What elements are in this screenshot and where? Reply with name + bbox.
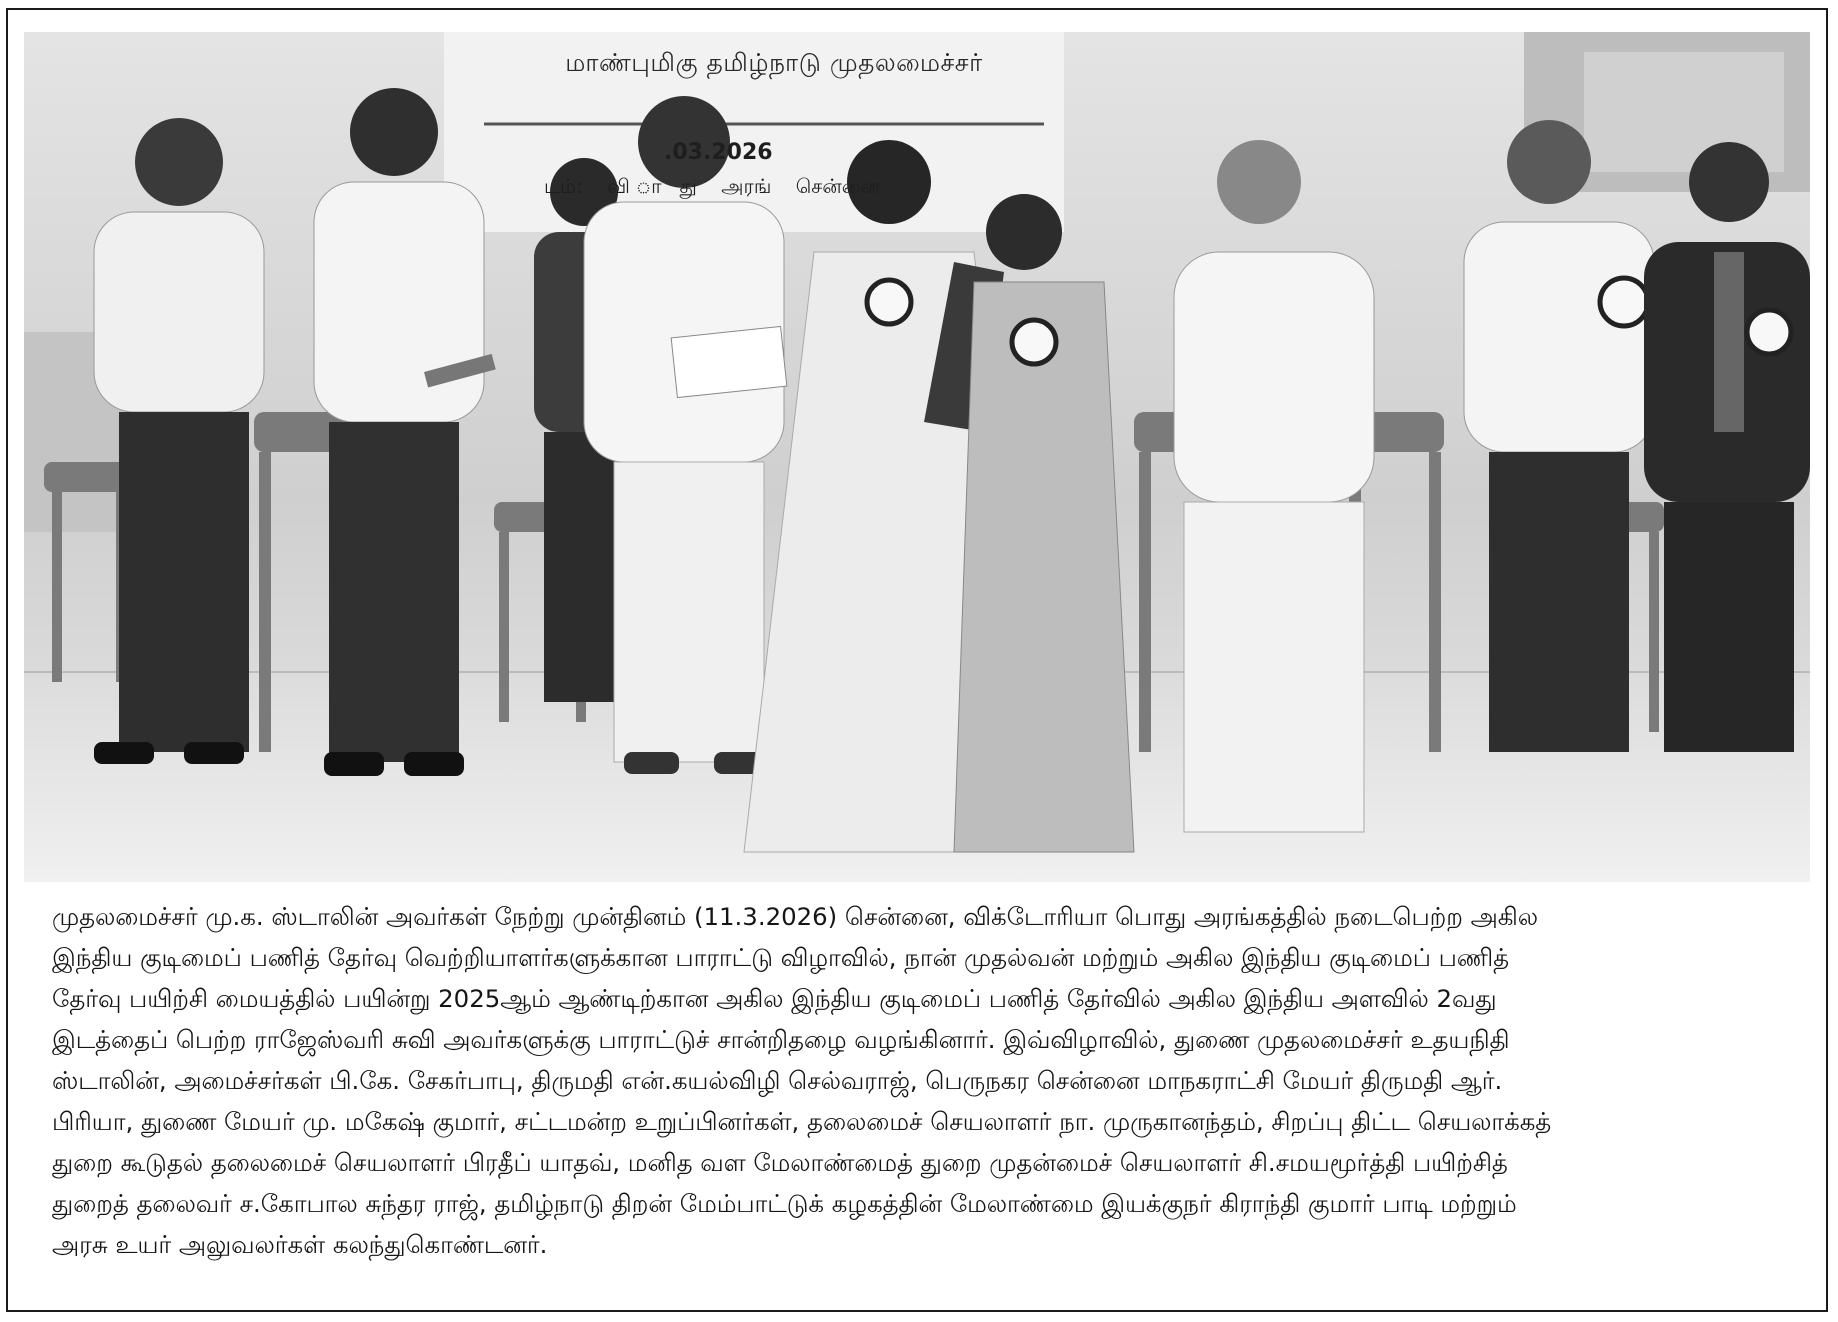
person-1 <box>94 118 264 764</box>
event-photo <box>24 32 1810 882</box>
caption-line: துறைத் தலைவர் ச.கோபால சுந்தர ராஜ், தமிழ்நாடு திறன் மேம்பாட்டுக் கழகத்தின் மேலாண்மை இயக்குநர் கிராந்தி குமார் பாடி மற்றும் <box>52 1189 1517 1218</box>
caption-line: அரசு உயர் அலுவலர்கள் கலந்துகொண்டனர். <box>52 1230 548 1259</box>
newspaper-clipping <box>6 8 1828 1312</box>
caption-line: ஸ்டாலின், அமைச்சர்கள் பி.கே. சேகர்பாபு, திருமதி என்.கயல்விழி செல்வராஜ், பெருநகர சென்னை மாநகராட்சி மேயர் திருமதி ஆர். <box>52 1066 1503 1095</box>
caption-line: தேர்வு பயிற்சி மையத்தில் பயின்று 2025ஆம் ஆண்டிற்கான அகில இந்திய குடிமைப் பணித் தேர்வில் அகில இந்திய அளவில் 2வது <box>52 984 1497 1013</box>
photo-caption <box>52 896 1792 1265</box>
caption-line: பிரியா, துணை மேயர் மு. மகேஷ் குமார், சட்டமன்ற உறுப்பினர்கள், தலைமைச் செயலாளர் நா. முருகானந்தம், சிறப்பு திட்ட செயலாக்கத் <box>52 1107 1552 1136</box>
caption-line: துறை கூடுதல் தலைமைச் செயலாளர் பிரதீப் யாதவ், மனித வள மேலாண்மைத் துறை முதன்மைச் செயலாளர் சி.சமயமூர்த்தி பயிற்சித் <box>52 1148 1508 1177</box>
banner-venue: டம்: வி ாது அரங் சென்னை <box>544 174 881 198</box>
caption-line: இந்திய குடிமைப் பணித் தேர்வு வெற்றியாளர்களுக்கான பாராட்டு விழாவில், நான் முதல்வன் மற்றும் அகில இந்திய குடிமைப் பணித் <box>52 943 1509 972</box>
photo-illustration <box>24 32 1810 882</box>
banner-title: மாண்புமிகு தமிழ்நாடு முதலமைச்சர் <box>565 48 983 77</box>
caption-line: இடத்தைப் பெற்ற ராஜேஸ்வரி சுவி அவர்களுக்கு பாராட்டுச் சான்றிதழை வழங்கினார். இவ்விழாவில், துணை முதலமைச்சர் உதயநிதி <box>52 1025 1510 1054</box>
caption-line: முதலமைச்சர் மு.க. ஸ்டாலின் அவர்கள் நேற்று முன்தினம் (11.3.2026) சென்னை, விக்டோரியா பொது அரங்கத்தில் நடைபெற்ற அகில <box>52 902 1538 931</box>
certificate <box>671 326 787 397</box>
banner-date: .03.2026 <box>664 140 773 165</box>
